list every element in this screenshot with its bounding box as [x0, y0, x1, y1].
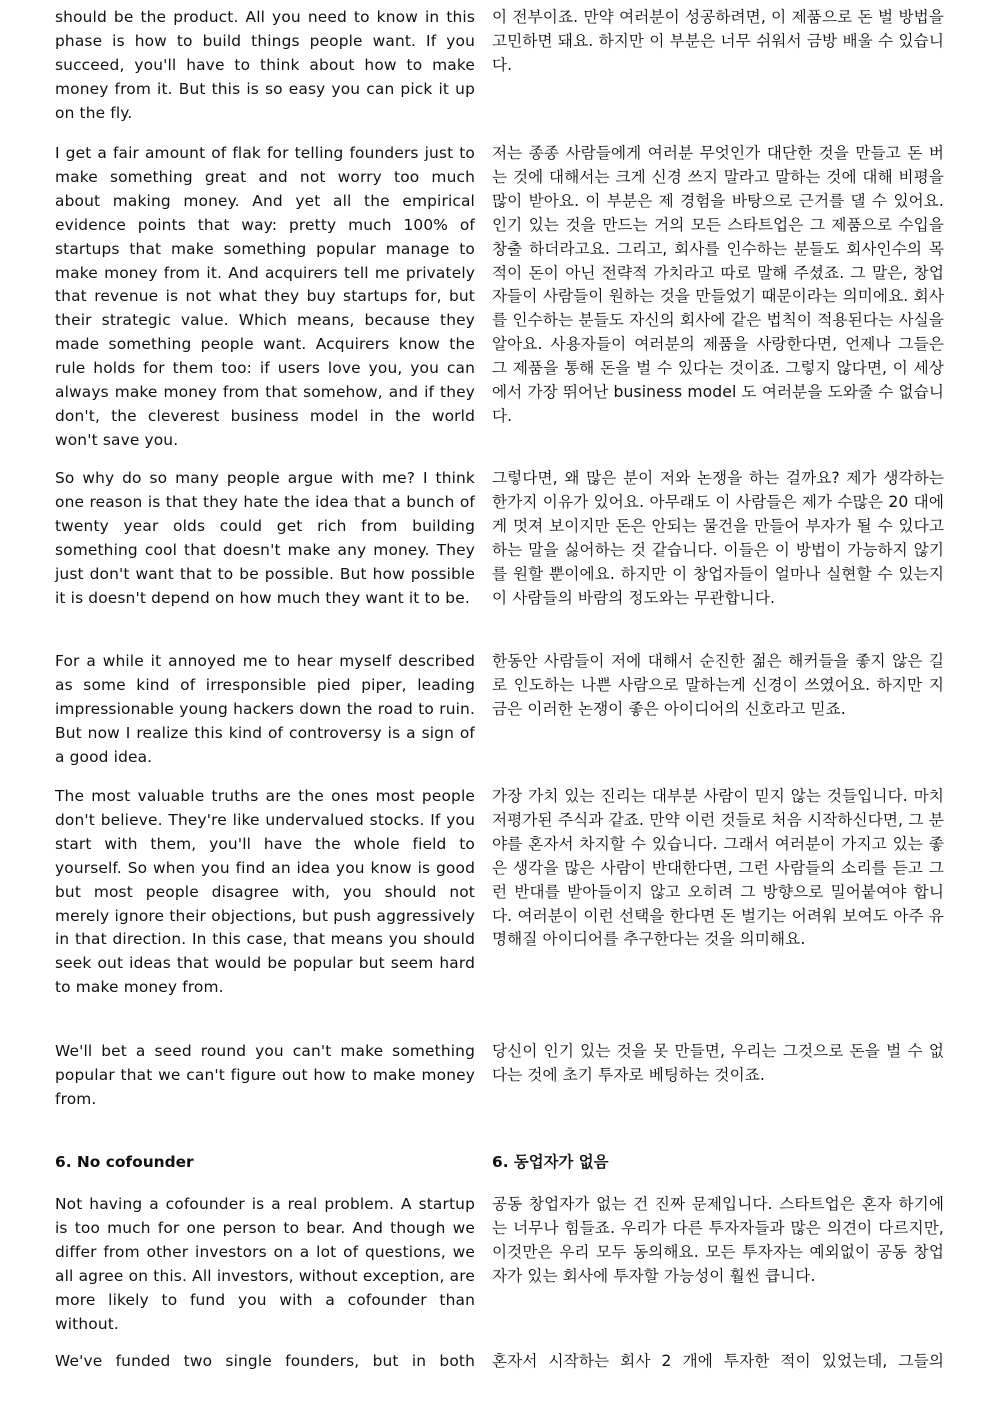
ko-paragraph-2: 저는 종종 사람들에게 여러분 무엇인가 대단한 것을 만들고 돈 버는 것에 대해서는 크게 신경 쓰지 말라고 말하는 것에 대해 비평을 많이 받아요. 이 부분은 제 경험을 바탕으로 근거를 댈 수 있어요. 인기 있는 것을 만드는 거의 모든 스타트업은 그 제품으로 수입을 창출 하더라고요. 그리고, 회사를 인수하는 분들도 회사인수의 목적이 돈이 아닌 전략적 가치라고 따로 말해 주셨죠. 그 말은, 창업자들이 사람들이 원하는 것을 만들었기 때문이라는 의미에요. 회사를 인수하는 분들도 자신의 회사에 같은 법칙이 적용된다는 사실을 알아요. 사용자들이 여러분의 제품을 사랑한다면, 언제나 그들은 그 제품을 통해 돈을 벌 수 있다는 것이죠. 그렇지 않다면, 이 세상에서 가장 뛰어난 business model 도 여러분을 도와줄 수 없습니다.	[492, 144, 944, 425]
en-section-heading: 6. No cofounder	[55, 1153, 194, 1171]
korean-column	[492, 0, 944, 1403]
en-paragraph-3: So why do so many people argue with me? I think one reason is that they hate the idea that a bunch of twenty year olds could get rich from building something cool that doesn't make any money. They just don't want that to be possible. But how possible it is doesn't depend on how much they want it to be.	[55, 469, 475, 607]
en-paragraph-5: The most valuable truths are the ones most people don't believe. They're like undervalued stocks. If you start with them, you'll have the whole field to yourself. So when you find an idea you know is good but most people disagree with, you should not merely ignore their objections, but push aggressively in that direction. In this case, that means you should seek out ideas that would be popular but seem hard to make money from.	[55, 787, 475, 997]
en-paragraph-1: should be the product. All you need to know in this phase is how to build things people want. If you succeed, you'll have to think about how to make money from it. But this is so easy you can pick it up on the fly.	[55, 8, 475, 122]
english-column	[55, 0, 475, 1403]
ko-section-heading: 6. 동업자가 없음	[492, 1153, 609, 1171]
en-section-paragraph-2: We've funded two single founders, but in both	[55, 1352, 475, 1370]
ko-paragraph-1: 이 전부이죠. 만약 여러분이 성공하려면, 이 제품으로 돈 벌 방법을 고민하면 돼요. 하지만 이 부분은 너무 쉬워서 금방 배울 수 있습니다.	[492, 8, 944, 74]
ko-paragraph-4: 한동안 사람들이 저에 대해서 순진한 젊은 해커들을 좋지 않은 길로 인도하는 나쁜 사람으로 말하는게 신경이 쓰였어요. 하지만 지금은 이러한 논쟁이 좋은 아이디어의 신호라고 믿죠.	[492, 652, 944, 718]
ko-section-paragraph-2: 혼자서 시작하는 회사 2 개에 투자한 적이 있었는데, 그들의	[492, 1352, 944, 1370]
en-paragraph-4: For a while it annoyed me to hear myself described as some kind of irresponsible pied piper, leading impressionable young hackers down the road to ruin. But now I realize this kind of controversy is a sign of a good idea.	[55, 652, 475, 766]
ko-paragraph-5: 가장 가치 있는 진리는 대부분 사람이 믿지 않는 것들입니다. 마치 저평가된 주식과 같죠. 만약 이런 것들로 처음 시작하신다면, 그 분야를 혼자서 차지할 수 있습니다. 그래서 여러분이 가지고 있는 좋은 생각을 많은 사람이 반대한다면, 그런 사람들의 소리를 듣고 그런 반대를 받아들이지 않고 오히려 그 방향으로 밀어붙여야 합니다. 여러분이 이런 선택을 한다면 돈 벌기는 어려워 보여도 아주 유명해질 아이디어를 추구한다는 것을 의미해요.	[492, 787, 944, 949]
en-paragraph-2: I get a fair amount of flak for telling founders just to make something great and not worry too much about making money. And yet all the empirical evidence points that way: pretty much 100% of startups that make something popular manage to make money from it. And acquirers tell me privately that revenue is not what they buy startups for, but their strategic value. Which means, because they made something people want. Acquirers know the rule holds for them too: if users love you, you can always make money from that somehow, and if they don't, the cleverest business model in the world won't save you.	[55, 144, 475, 449]
ko-paragraph-3: 그렇다면, 왜 많은 분이 저와 논쟁을 하는 걸까요? 제가 생각하는 한가지 이유가 있어요. 아무래도 이 사람들은 제가 수많은 20 대에게 멋져 보이지만 돈은 안되는 물건을 만들어 부자가 될 수 있다고 하는 말을 싫어하는 것 같습니다. 이들은 이 방법이 가능하지 않기를 원할 뿐이에요. 하지만 이 창업자들이 얼마나 실현할 수 있는지 이 사람들의 바람의 정도와는 무관합니다.	[492, 469, 944, 607]
en-section-paragraph-1: Not having a cofounder is a real problem. A startup is too much for one person to bear. And though we differ from other investors on a lot of questions, we all agree on this. All investors, without exception, are more likely to fund you with a cofounder than without.	[55, 1195, 475, 1333]
ko-section-paragraph-1: 공동 창업자가 없는 건 진짜 문제입니다. 스타트업은 혼자 하기에는 너무나 힘들죠. 우리가 다른 투자자들과 많은 의견이 다르지만, 이것만은 우리 모두 동의해요. 모든 투자자는 예외없이 공동 창업자가 있는 회사에 투자할 가능성이 훨씬 큽니다.	[492, 1195, 944, 1285]
ko-paragraph-6: 당신이 인기 있는 것을 못 만들면, 우리는 그것으로 돈을 벌 수 없다는 것에 초기 투자로 베팅하는 것이죠.	[492, 1042, 944, 1084]
en-paragraph-6: We'll bet a seed round you can't make something popular that we can't figure out how to make money from.	[55, 1042, 475, 1108]
